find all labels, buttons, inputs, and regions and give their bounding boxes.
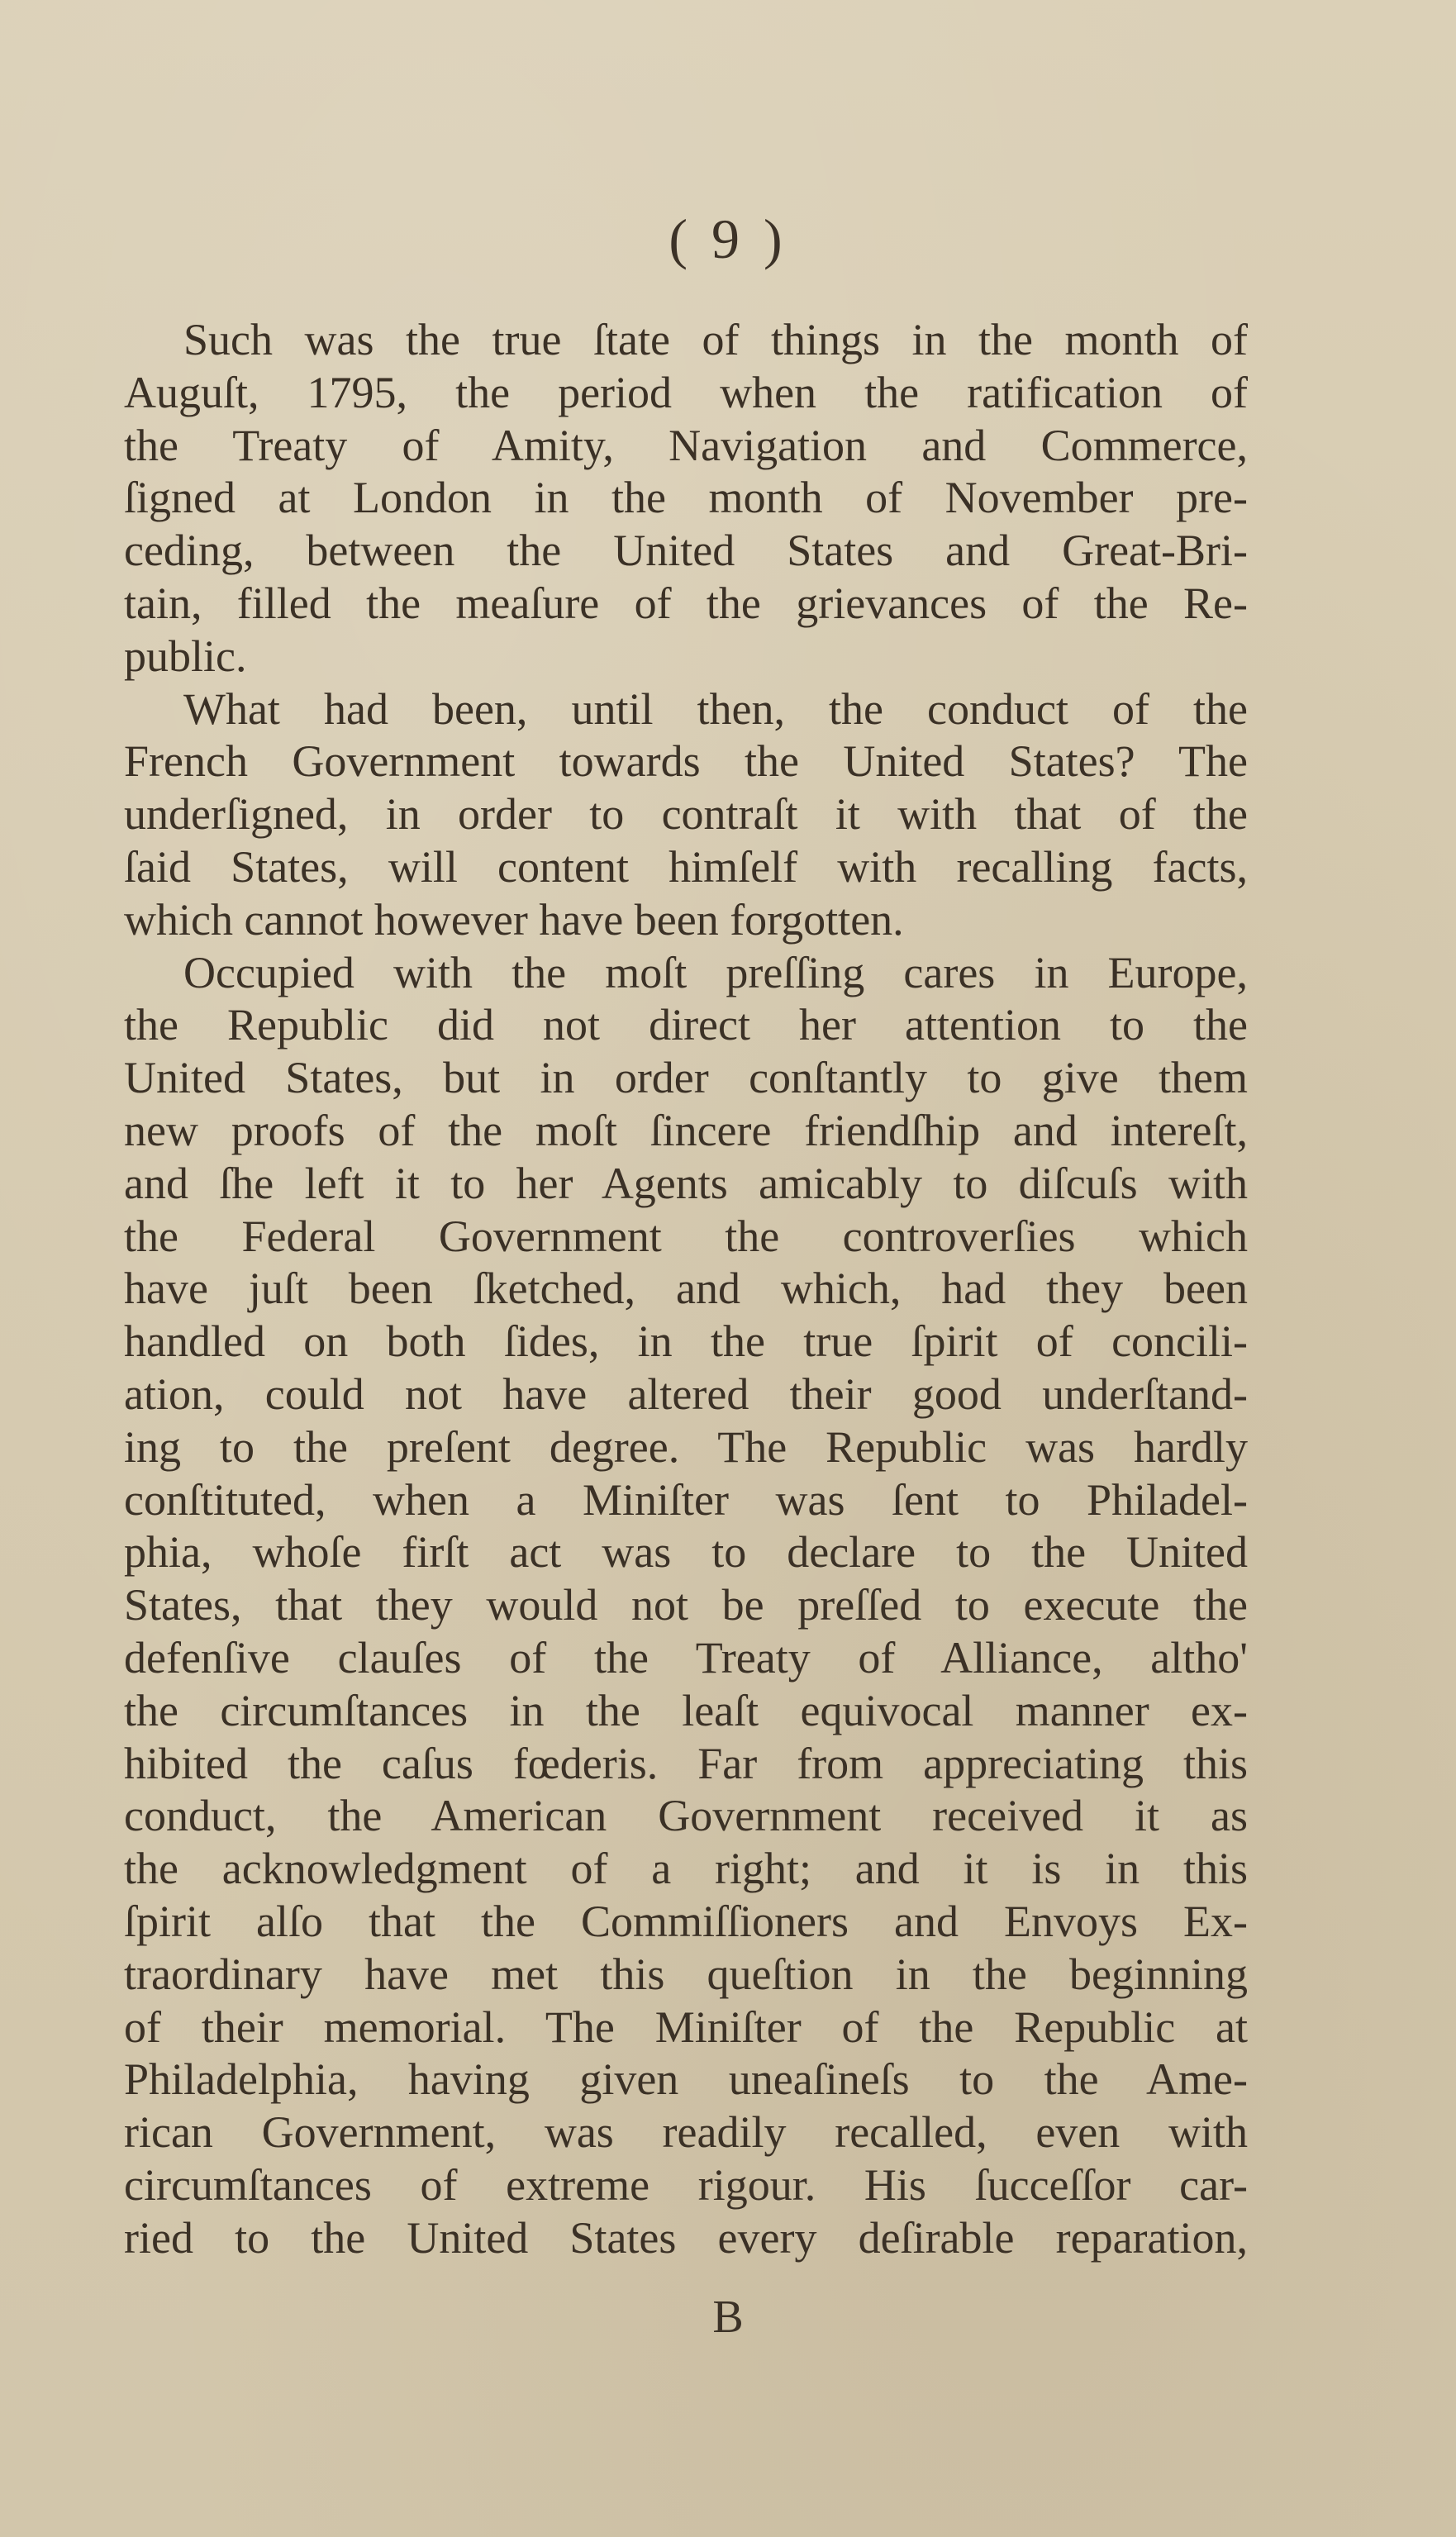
text-line: ried to the United States every deſirable reparation,	[124, 2212, 1248, 2263]
signature-mark: B	[712, 2292, 744, 2343]
text-line: traordinary have met this queſtion in the beginning	[124, 1949, 1248, 1999]
text-line: and ſhe left it to her Agents amicably to diſcuſs with	[124, 1158, 1248, 1208]
text-line: French Government towards the United States? The	[124, 736, 1248, 787]
text-line: tain, filled the meaſure of the grievances of the Re-	[124, 578, 1248, 628]
text-line: the Federal Government the controverſies which	[124, 1211, 1248, 1261]
text-line: ſaid States, will content himſelf with recalling facts,	[124, 841, 1248, 892]
text-line: United States, but in order conſtantly to give them	[124, 1053, 1248, 1103]
text-line: What had been, until then, the conduct of the	[183, 683, 1248, 734]
text-line: handled on both ſides, in the true ſpirit of concili-	[124, 1316, 1248, 1367]
page-number: ( 9 )	[669, 207, 787, 270]
text-line: new proofs of the moſt ſincere friendſhip and intereſt,	[124, 1105, 1248, 1155]
text-line: defenſive clauſes of the Treaty of Alliance, altho'	[124, 1632, 1248, 1683]
text-line: the Republic did not direct her attention to the	[124, 1000, 1248, 1050]
text-line: the circumſtances in the leaſt equivocal manner ex-	[124, 1685, 1248, 1735]
text-line: Auguſt, 1795, the period when the ratification of	[124, 367, 1248, 417]
text-line: rican Government, was readily recalled, even with	[124, 2107, 1248, 2158]
text-line: ation, could not have altered their good underſtand-	[124, 1368, 1248, 1419]
text-line: Such was the true ſtate of things in the month of	[183, 315, 1248, 364]
text-line: which cannot however have been forgotten.	[124, 894, 904, 945]
body-text	[124, 314, 1248, 2264]
text-line: public.	[124, 631, 247, 681]
text-line: Philadelphia, having given uneaſineſs to the Ame-	[124, 2054, 1248, 2105]
text-line: Occupied with the moſt preſſing cares in Europe,	[183, 947, 1248, 997]
text-line: ceding, between the United States and Great-Bri-	[124, 526, 1248, 576]
text-line: underſigned, in order to contraſt it with that of the	[124, 789, 1248, 840]
text-line: of their memorial. The Miniſter of the Republic at	[124, 2002, 1248, 2052]
text-line: the acknowledgment of a right; and it is in this	[124, 1844, 1248, 1894]
text-line: conſtituted, when a Miniſter was ſent to Philadel-	[124, 1474, 1248, 1525]
text-line: ing to the preſent degree. The Republic was hardly	[124, 1421, 1248, 1472]
text-line: ſigned at London in the month of November pre-	[124, 473, 1248, 523]
text-line: ſpirit alſo that the Commiſſioners and Envoys Ex-	[124, 1896, 1248, 1946]
text-line: hibited the caſus fœderis. Far from appreciating this	[124, 1738, 1248, 1788]
text-line: circumſtances of extreme rigour. His ſucceſſor car-	[124, 2159, 1248, 2210]
text-line: States, that they would not be preſſed to execute the	[124, 1580, 1248, 1630]
text-line: have juſt been ſketched, and which, had they been	[124, 1264, 1248, 1314]
text-line: the Treaty of Amity, Navigation and Commerce,	[124, 420, 1248, 470]
text-line: conduct, the American Government received it as	[124, 1791, 1248, 1841]
text-line: phia, whoſe firſt act was to declare to the United	[124, 1527, 1248, 1578]
